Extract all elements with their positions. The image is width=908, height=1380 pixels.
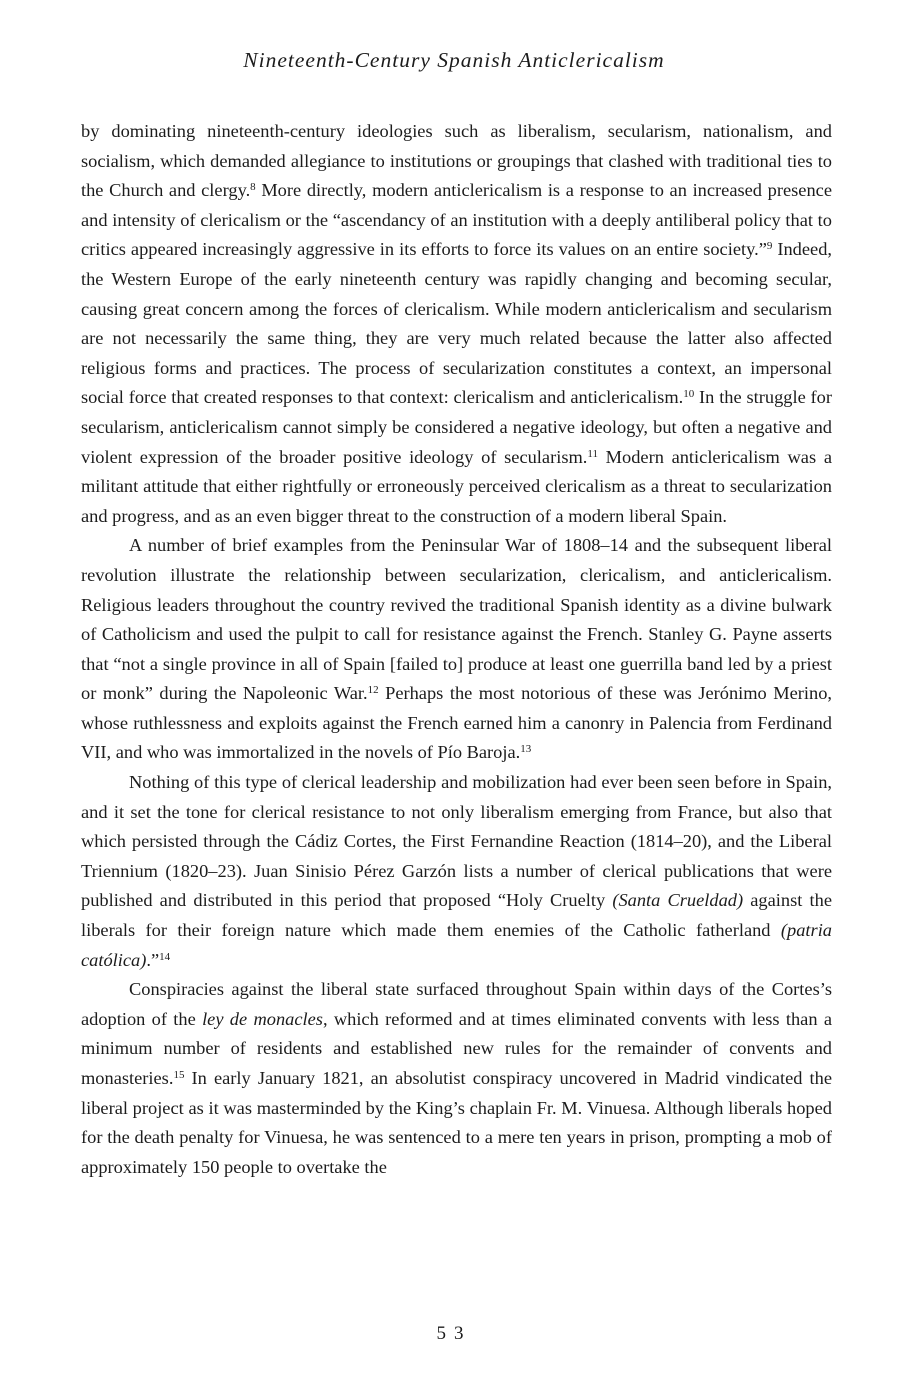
- footnote-ref: 12: [367, 684, 379, 697]
- footnote-ref: 15: [173, 1069, 185, 1081]
- footnote-ref: 14: [159, 950, 171, 963]
- running-head-title: Nineteenth-Century Spanish Anticlericalism: [243, 48, 665, 72]
- page-number: 53: [436, 1323, 472, 1344]
- body-text: [81, 117, 832, 1182]
- footnote-ref: 11: [587, 447, 598, 460]
- paragraph: Conspiracies against the liberal state surfaced throughout Spain within days of the Cortes’s adoption of the ley de monacles, which reformed and at times eliminated convents with less than a minimum number of residents and established new rules for the remainder of convents and monasteries.$^{15}$ In early January 1821, an absolutist conspiracy uncovered in Madrid vindicated the liberal project as it was masterminded by the King’s chaplain Fr. M. Vinuesa. Although liberals hoped for the death penalty for Vinuesa, he was sentenced to a mere ten years in prison, prompting a mob of approximately 150 people to overtake the: [81, 979, 832, 1177]
- footnote-ref: 13: [520, 743, 532, 756]
- footnote-ref: 8: [250, 181, 256, 194]
- italic-term: ley de monacles: [202, 1008, 323, 1029]
- footnote-ref: 9: [766, 240, 773, 253]
- paragraph: by dominating nineteenth-century ideologies such as liberalism, secularism, nationalism, and socialism, which demanded allegiance to institutions or groupings that clashed with traditional ties to the Church and clergy.$^8$ More directly, modern anticlericalism is a response to an increased presence and intensity of clericalism or the “ascendancy of an institution with a deeply antiliberal policy that to critics appeared increasingly aggressive in its efforts to force its values on an entire society.”$^9$ Indeed, the Western Europe of the early nineteenth century was rapidly changing and becoming secular, causing great concern among the forces of clericalism. While modern anticlericalism and secularism are not necessarily the same thing, they are very much related because the latter also affected religious forms and practices. The process of secularization constitutes a context, an impersonal social force that created responses to that context: clericalism and anticlericalism.$^{10}$ In the struggle for secularism, anticlericalism cannot simply be considered a negative ideology, but often a negative and violent expression of the broader positive ideology of secularism.$^{11}$ Modern anticlericalism was a militant attitude that either rightfully or erroneously perceived clericalism as a threat to secularization and progress, and as an even bigger threat to the construction of a modern liberal Spain.: [81, 121, 832, 526]
- paragraph: Nothing of this type of clerical leadership and mobilization had ever been seen before in Spain, and it set the tone for clerical resistance to not only liberalism emerging from France, but also that which persisted through the Cádiz Cortes, the First Fernandine Reaction (1814–20), and the Liberal Triennium (1820–23). Juan Sinisio Pérez Garzón lists a number of clerical publications that were published and distributed in this period that proposed “Holy Cruelty (Santa Crueldad) against the liberals for their foreign nature which made them enemies of the Catholic fatherland (patria católica).”$^{14}$: [81, 772, 832, 970]
- footnote-ref: 10: [683, 388, 695, 401]
- paragraph: A number of brief examples from the Peninsular War of 1808–14 and the subsequent liberal revolution illustrate the relationship between secularization, clericalism, and anticlericalism. Religious leaders throughout the country revived the traditional Spanish identity as a divine bulwark of Catholicism and used the pulpit to call for resistance against the French. Stanley G. Payne asserts that “not a single province in all of Spain [failed to] produce at least one guerrilla band led by a priest or monk” during the Napoleonic War.$^{12}$ Perhaps the most notorious of these was Jerónimo Merino, whose ruthlessness and exploits against the French earned him a canonry in Palencia from Ferdinand VII, and who was immortalized in the novels of Pío Baroja.$^{13}$: [81, 535, 832, 763]
- italic-term: (Santa Crueldad): [612, 890, 744, 911]
- italic-term: (patria católica): [81, 920, 832, 970]
